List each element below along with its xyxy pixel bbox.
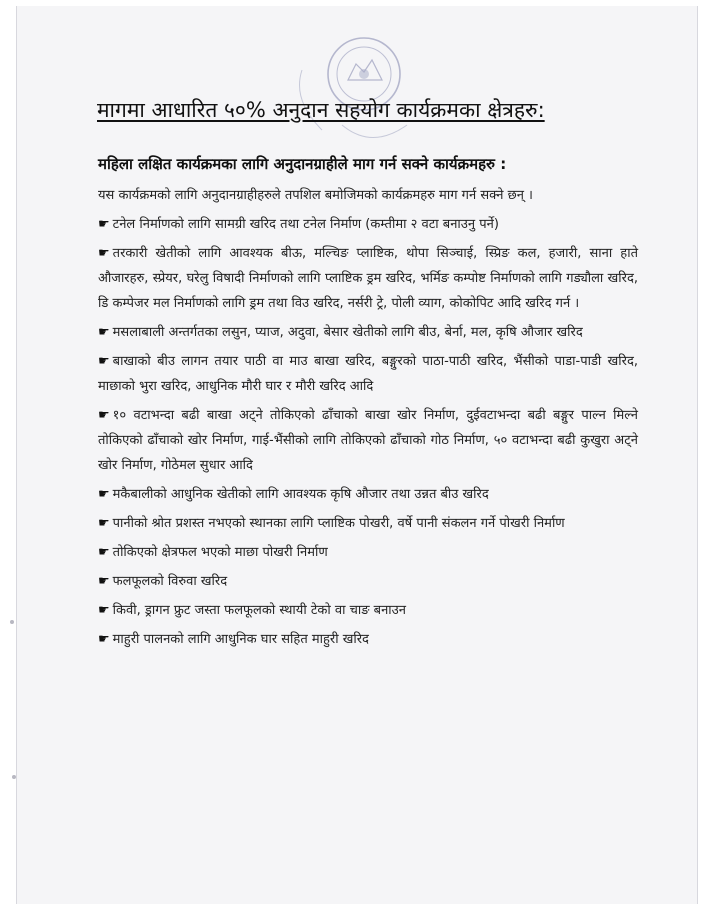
office-seal-stamp xyxy=(282,30,432,160)
list-item: ☛ मसलाबाली अन्तर्गतका लसुन, प्याज, अदुवा, बेसार खेतीको लागि बीउ, बेर्ना, मल, कृषि औजार खरिद xyxy=(98,325,583,340)
pointing-hand-icon: ☛ xyxy=(98,408,110,423)
list-item: ☛ माहुरी पालनको लागि आधुनिक घार सहित माहुरी खरिद xyxy=(98,632,369,647)
list-item: ☛ पानीको श्रोत प्रशस्त नभएको स्थानका लागि प्लाष्टिक पोखरी, वर्षे पानी संकलन गर्ने पोखरी निर्माण xyxy=(98,516,565,531)
list-item: ☛ बाखाको बीउ लागन तयार पाठी वा माउ बाखा खरिद, बङ्गुरको पाठा-पाठी खरिद, भैंसीको पाडा-पाडी खरिद, माछाको भुरा खरिद, आधुनिक मौरी घार र मौरी खरिद आदि xyxy=(98,354,638,394)
pointing-hand-icon: ☛ xyxy=(98,354,110,369)
pointing-hand-icon: ☛ xyxy=(98,516,110,531)
list-item: ☛ १० वटाभन्दा बढी बाखा अट्ने तोकिएको ढाँचाको बाखा खोर निर्माण, दुईवटाभन्दा बढी बङ्गुर पाल्न मिल्ने तोकिएको ढाँचाको खोर निर्माण, गाई-भैंसीको लागि तोकिएको ढाँचाको गोठ निर्माण, ५० वटाभन्दा बढी कुखुरा अट्ने खोर निर्माण, गोठेमल सुधार आदि xyxy=(98,408,638,473)
list-item: ☛ तरकारी खेतीको लागि आवश्यक बीऊ, मल्चिङ प्लाष्टिक, थोपा सिञ्चाई, स्प्रिङ कल, हजारी, साना हाते औजारहरु, स्प्रेयर, घरेलु विषादी निर्माणको लागि प्लाष्टिक ड्रम खरिद, भर्मिङ कम्पोष्ट निर्माणको लागि गड्यौला खरिद, डि कम्पेजर मल निर्माणको लागि ड्रम तथा विउ खरिद, नर्सरी ट्रे, पोली व्याग, कोकोपिट आदि खरिद गर्न । xyxy=(98,246,638,311)
list-item: ☛ फलफूलको विरुवा खरिद xyxy=(98,574,228,589)
pointing-hand-icon: ☛ xyxy=(98,246,110,261)
list-item: ☛ किवी, ड्रागन फ्रुट जस्ता फलफूलको स्थायी टेको वा चाङ बनाउन xyxy=(98,603,406,618)
scan-speck xyxy=(12,775,16,779)
pointing-hand-icon: ☛ xyxy=(98,325,110,340)
page-title: मागमा आधारित ५०% अनुदान सहयोग कार्यक्रमका क्षेत्रहरु: xyxy=(97,98,545,122)
pointing-hand-icon: ☛ xyxy=(98,603,110,618)
list-item: ☛ टनेल निर्माणको लागि सामग्री खरिद तथा टनेल निर्माण (कम्तीमा २ वटा बनाउनु पर्ने) xyxy=(98,217,499,232)
document-body xyxy=(98,183,638,656)
intro-paragraph: यस कार्यक्रमको लागि अनुदानग्राहीहरुले तपशिल बमोजिमको कार्यक्रमहरु माग गर्न सक्ने छन् । xyxy=(98,188,533,203)
section-heading: महिला लक्षित कार्यक्रमका लागि अनुदानग्राहीले माग गर्न सक्ने कार्यक्रमहरु : xyxy=(98,155,507,173)
pointing-hand-icon: ☛ xyxy=(98,545,110,560)
list-item: ☛ मकैबालीको आधुनिक खेतीको लागि आवश्यक कृषि औजार तथा उन्नत बीउ खरिद xyxy=(98,487,489,502)
pointing-hand-icon: ☛ xyxy=(98,574,110,589)
pointing-hand-icon: ☛ xyxy=(98,487,110,502)
scan-speck xyxy=(10,620,14,624)
list-item: ☛ तोकिएको क्षेत्रफल भएको माछा पोखरी निर्माण xyxy=(98,545,328,560)
pointing-hand-icon: ☛ xyxy=(98,217,110,232)
pointing-hand-icon: ☛ xyxy=(98,632,110,647)
